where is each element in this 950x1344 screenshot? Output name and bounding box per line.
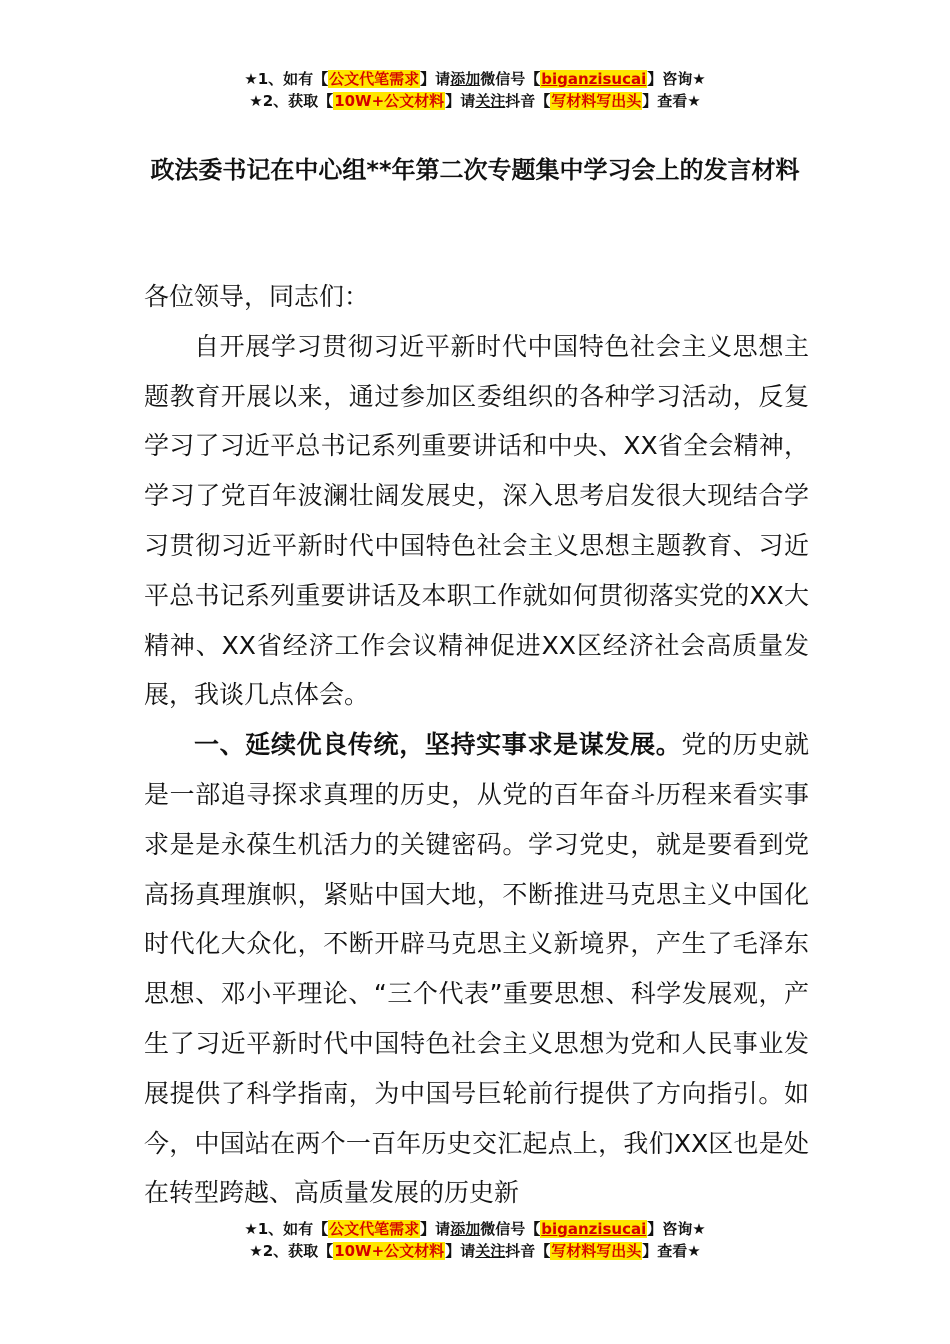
- highlight-service: 公文代笔需求: [329, 70, 420, 88]
- promo-text: 】查看★: [642, 92, 701, 110]
- promo-line-1: [0, 68, 950, 90]
- promo-text: ★1、如有【: [244, 70, 329, 88]
- section-body: 党的历史就是一部追寻探求真理的历史，从党的百年奋斗历程来看实事求是是永葆生机活力的关键密码。学习党史，就是要看到党高扬真理旗帜，紧贴中国大地，不断推进马克思主义中国化时代化大众化，不断开辟马克思主义新境界，产生了毛泽东思想、邓小平理论、“三个代表”重要思想、科学发展观，产生了习近平新时代中国特色社会主义思想为党和人民事业发展提供了科学指南，为中国号巨轮前行提供了方向指引。如今，中国站在两个一百年历史交汇起点上，我们XX区也是处在转型跨越、高质量发展的历史新: [144, 730, 809, 1208]
- promo-banner-bottom: [0, 1218, 950, 1262]
- highlight-douyin: 写材料写出头: [551, 92, 642, 110]
- paragraph-intro: 自开展学习贯彻习近平新时代中国特色社会主义思想主题教育开展以来，通过参加区委组织的各种学习活动，反复学习了习近平总书记系列重要讲话和中央、XX省全会精神，学习了党百年波澜壮阔发展史，深入思考启发很大现结合学习贯彻习近平新时代中国特色社会主义思想主题教育、习近平总书记系列重要讲话及本职工作就如何贯彻落实党的XX大精神、XX省经济工作会议精神促进XX区经济社会高质量发展，我谈几点体会。: [144, 331, 809, 710]
- document-title: 政法委书记在中心组**年第二次专题集中学习会上的发言材料: [150, 156, 800, 184]
- promo-text: ★2、获取【: [249, 92, 334, 110]
- promo-text: ★1、如有【: [244, 1220, 329, 1238]
- promo-text: 】咨询★: [647, 70, 706, 88]
- promo-text: 】咨询★: [647, 1220, 706, 1238]
- promo-underlined: 添加: [450, 70, 481, 88]
- promo-text: 】请: [420, 1220, 451, 1238]
- highlight-douyin: 写材料写出头: [551, 1242, 642, 1260]
- highlight-materials: 10W+公文材料: [334, 1242, 445, 1260]
- highlight-materials: 10W+公文材料: [334, 92, 445, 110]
- wechat-id-link[interactable]: biganzisucai: [541, 1220, 647, 1238]
- promo-text: 抖音【: [505, 1242, 551, 1260]
- promo-underlined: 关注: [475, 92, 506, 110]
- promo-line-2: [0, 1240, 950, 1262]
- promo-text: 微信号【: [480, 1220, 541, 1238]
- paragraph-section-1: [144, 720, 809, 1218]
- promo-text: ★2、获取【: [249, 1242, 334, 1260]
- promo-underlined: 关注: [475, 1242, 506, 1260]
- promo-text: 微信号【: [480, 70, 541, 88]
- promo-line-1: [0, 1218, 950, 1240]
- promo-line-2: [0, 90, 950, 112]
- promo-text: 】请: [445, 1242, 476, 1260]
- wechat-id-link[interactable]: biganzisucai: [541, 70, 647, 88]
- promo-text: 】请: [445, 92, 476, 110]
- promo-text: 】查看★: [642, 1242, 701, 1260]
- promo-underlined: 添加: [450, 1220, 481, 1238]
- promo-text: 】请: [420, 70, 451, 88]
- promo-text: 抖音【: [505, 92, 551, 110]
- salutation: 各位领导，同志们：: [144, 282, 370, 311]
- section-heading: 一、延续优良传统，坚持实事求是谋发展。: [194, 730, 682, 760]
- document-body: [144, 272, 809, 1218]
- promo-banner-top: [0, 68, 950, 112]
- highlight-service: 公文代笔需求: [329, 1220, 420, 1238]
